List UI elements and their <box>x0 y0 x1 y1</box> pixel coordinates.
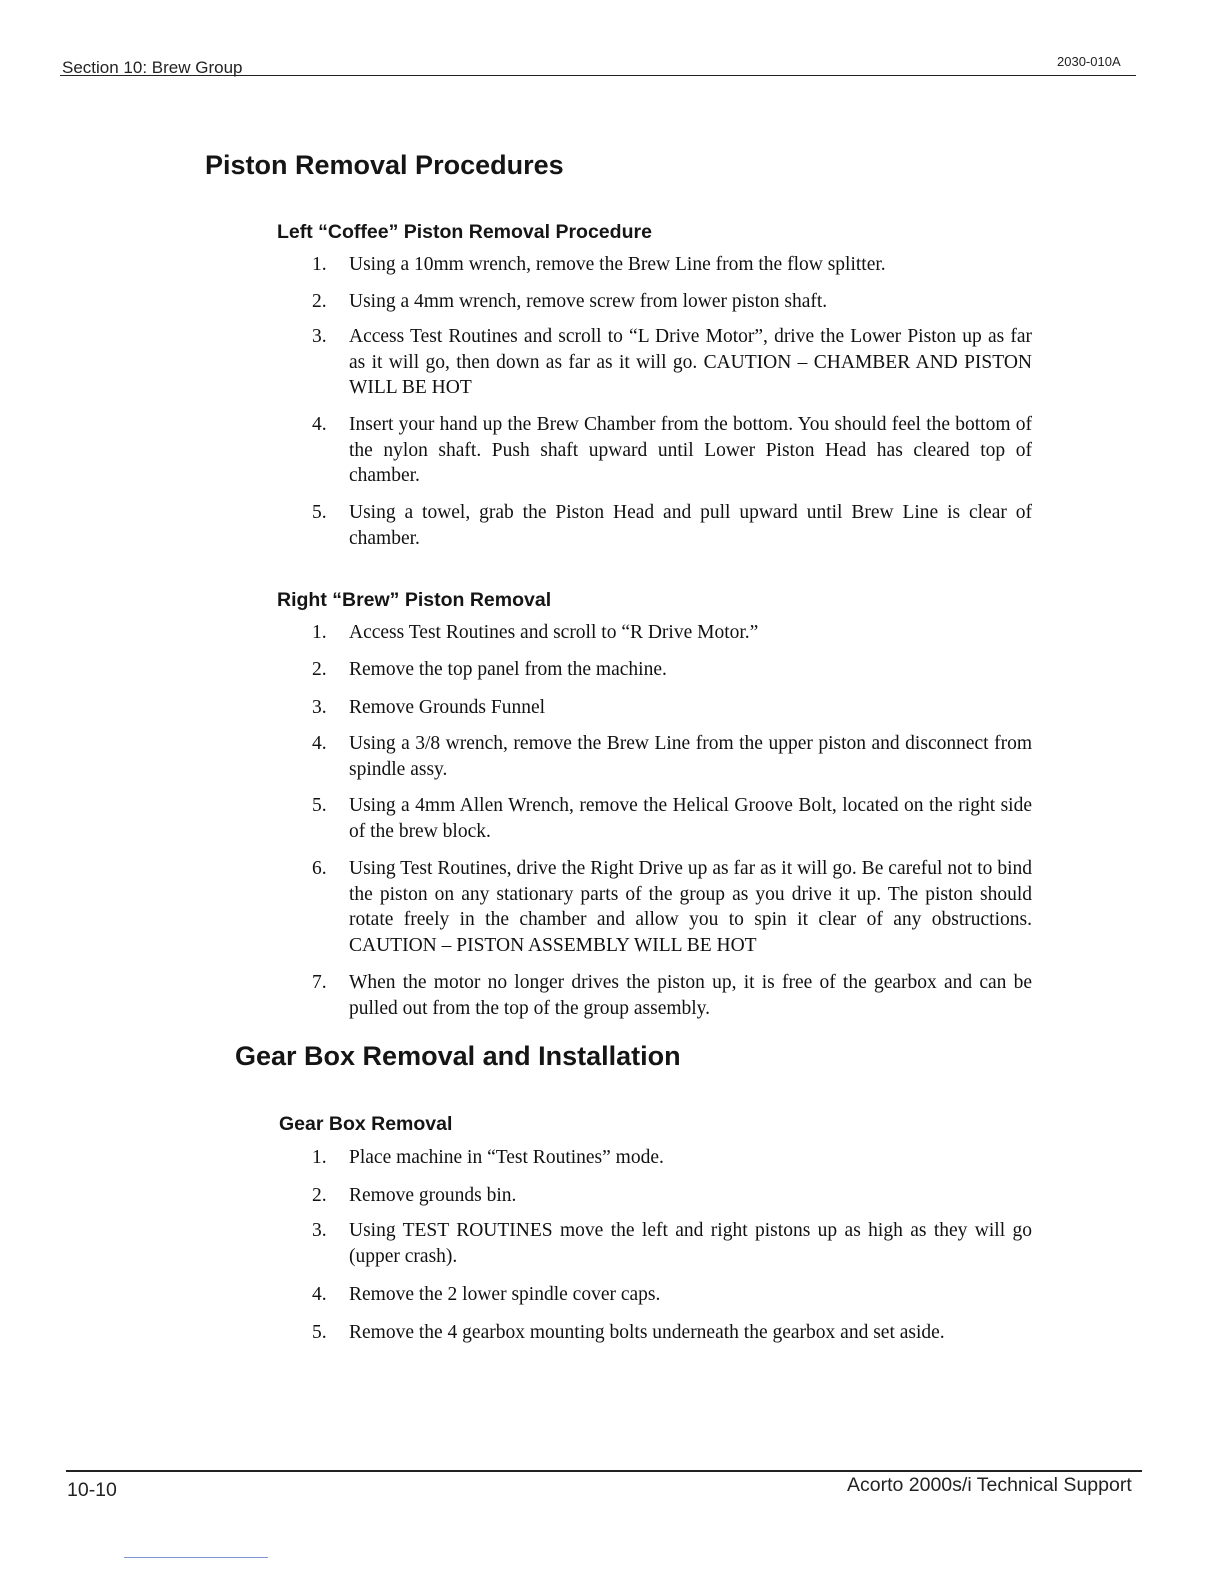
list-item <box>312 500 1032 551</box>
step-number: 4. <box>312 1284 327 1305</box>
step-number: 2. <box>312 659 327 680</box>
step-text: Place machine in “Test Routines” mode. <box>349 1147 664 1168</box>
step-text: Remove Grounds Funnel <box>349 697 546 718</box>
step-text: Remove grounds bin. <box>349 1185 517 1206</box>
list-item <box>312 324 1032 401</box>
header-doc-number: 2030-010A <box>1057 54 1121 69</box>
list-item <box>312 412 1032 489</box>
step-number: 4. <box>312 414 327 435</box>
list-item <box>312 1320 1032 1346</box>
step-number: 3. <box>312 697 327 718</box>
step-text: When the motor no longer drives the piston up, it is free of the gearbox and can be pulled out from the top of the group assembly. <box>349 972 1032 1019</box>
step-text: Using a 3/8 wrench, remove the Brew Line from the upper piston and disconnect from spindle assy. <box>349 733 1032 780</box>
step-number: 2. <box>312 1185 327 1206</box>
list-item <box>312 793 1032 844</box>
list-item <box>312 1282 1032 1308</box>
list-item <box>312 1218 1032 1269</box>
list-item <box>312 289 1032 315</box>
right-brew-heading: Right “Brew” Piston Removal <box>277 589 552 611</box>
list-item <box>312 1183 1032 1209</box>
step-number: 5. <box>312 795 327 816</box>
footer-rule <box>66 1470 1142 1472</box>
step-number: 1. <box>312 622 327 643</box>
step-number: 7. <box>312 972 327 993</box>
list-item <box>312 695 1032 721</box>
footer-publication: Acorto 2000s/i Technical Support <box>847 1474 1132 1496</box>
step-number: 3. <box>312 1220 327 1241</box>
list-item <box>312 657 1032 683</box>
list-item <box>312 856 1032 958</box>
step-number: 5. <box>312 502 327 523</box>
scan-artifact-line <box>124 1557 268 1558</box>
step-number: 3. <box>312 326 327 347</box>
step-text: Access Test Routines and scroll to “L Drive Motor”, drive the Lower Piston up as far as it will go, then down as far as it will go. CAUTION – CHAMBER AND PISTON WILL BE HOT <box>349 326 1032 398</box>
gearbox-removal-heading: Gear Box Removal <box>279 1113 453 1135</box>
step-text: Remove the 2 lower spindle cover caps. <box>349 1284 661 1305</box>
step-text: Access Test Routines and scroll to “R Drive Motor.” <box>349 622 759 643</box>
step-text: Using a 4mm Allen Wrench, remove the Helical Groove Bolt, located on the right side of the brew block. <box>349 795 1032 842</box>
step-number: 2. <box>312 291 327 312</box>
step-number: 1. <box>312 1147 327 1168</box>
step-number: 4. <box>312 733 327 754</box>
list-item <box>312 252 1032 278</box>
step-text: Using a 4mm wrench, remove screw from lower piston shaft. <box>349 291 828 312</box>
step-text: Using Test Routines, drive the Right Drive up as far as it will go. Be careful not to bind the piston on any stationary parts of the group as you drive it up. The piston should rotate freely in the chamber and allow you to spin it clear of any obstructions. CAUTION – PISTON ASSEMBLY WILL BE HOT <box>349 858 1032 956</box>
step-text: Insert your hand up the Brew Chamber from the bottom. You should feel the bottom of the nylon shaft. Push shaft upward until Lower Piston Head has cleared top of chamber. <box>349 414 1032 486</box>
list-item <box>312 731 1032 782</box>
step-number: 5. <box>312 1322 327 1343</box>
step-number: 6. <box>312 858 327 879</box>
step-text: Remove the 4 gearbox mounting bolts underneath the gearbox and set aside. <box>349 1322 945 1343</box>
step-number: 1. <box>312 254 327 275</box>
list-item <box>312 620 1032 646</box>
step-text: Using a 10mm wrench, remove the Brew Line from the flow splitter. <box>349 254 886 275</box>
step-text: Using TEST ROUTINES move the left and right pistons up as high as they will go (upper crash). <box>349 1220 1032 1267</box>
header-section-label: Section 10: Brew Group <box>62 58 243 77</box>
left-coffee-heading: Left “Coffee” Piston Removal Procedure <box>277 221 652 243</box>
gearbox-heading: Gear Box Removal and Installation <box>235 1041 681 1071</box>
step-text: Using a towel, grab the Piston Head and pull upward until Brew Line is clear of chamber. <box>349 502 1032 549</box>
list-item <box>312 970 1032 1021</box>
header-rule <box>60 75 1136 76</box>
piston-removal-heading: Piston Removal Procedures <box>205 150 564 180</box>
footer-page-number: 10-10 <box>67 1479 117 1501</box>
step-text: Remove the top panel from the machine. <box>349 659 667 680</box>
list-item <box>312 1145 1032 1171</box>
